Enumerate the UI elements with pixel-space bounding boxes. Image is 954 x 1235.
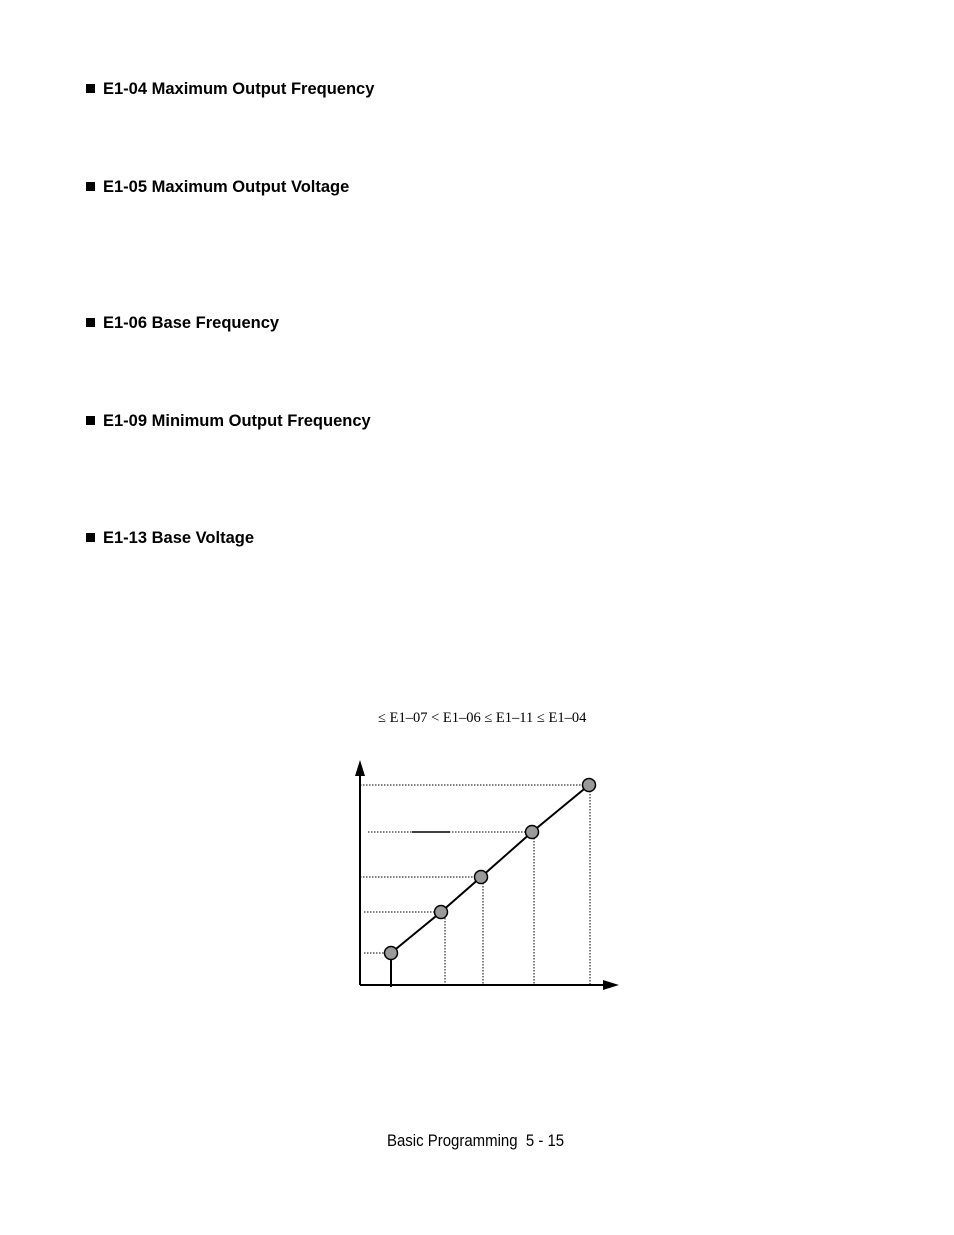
section-heading-e1-04 <box>86 79 374 99</box>
section-heading-e1-13 <box>86 528 254 548</box>
square-bullet-icon <box>86 318 95 327</box>
vf-point-max <box>583 779 596 792</box>
vf-point-2 <box>435 906 448 919</box>
y-axis-arrow-icon <box>355 760 365 776</box>
vf-point-min <box>385 947 398 960</box>
page-footer: Basic Programming 5 - 15 <box>387 1131 565 1150</box>
parameter-inequality: ≤ E1–07 < E1–06 ≤ E1–11 ≤ E1–04 <box>378 710 587 726</box>
section-title: E1-09 Minimum Output Frequency <box>103 412 371 430</box>
vf-pattern-line <box>391 785 589 953</box>
section-title: E1-05 Maximum Output Voltage <box>103 178 350 196</box>
x-axis-arrow-icon <box>603 980 619 990</box>
vf-point-4 <box>526 826 539 839</box>
square-bullet-icon <box>86 416 95 425</box>
square-bullet-icon <box>86 533 95 542</box>
section-heading-e1-09 <box>86 411 371 431</box>
section-title: E1-06 Base Frequency <box>103 314 280 332</box>
vf-point-3 <box>475 871 488 884</box>
section-heading-e1-05 <box>86 177 349 197</box>
section-heading-e1-06 <box>86 313 279 333</box>
square-bullet-icon <box>86 84 95 93</box>
section-title: E1-13 Base Voltage <box>103 529 255 547</box>
section-title: E1-04 Maximum Output Frequency <box>103 80 375 98</box>
square-bullet-icon <box>86 182 95 191</box>
vf-pattern-diagram <box>340 750 630 1000</box>
